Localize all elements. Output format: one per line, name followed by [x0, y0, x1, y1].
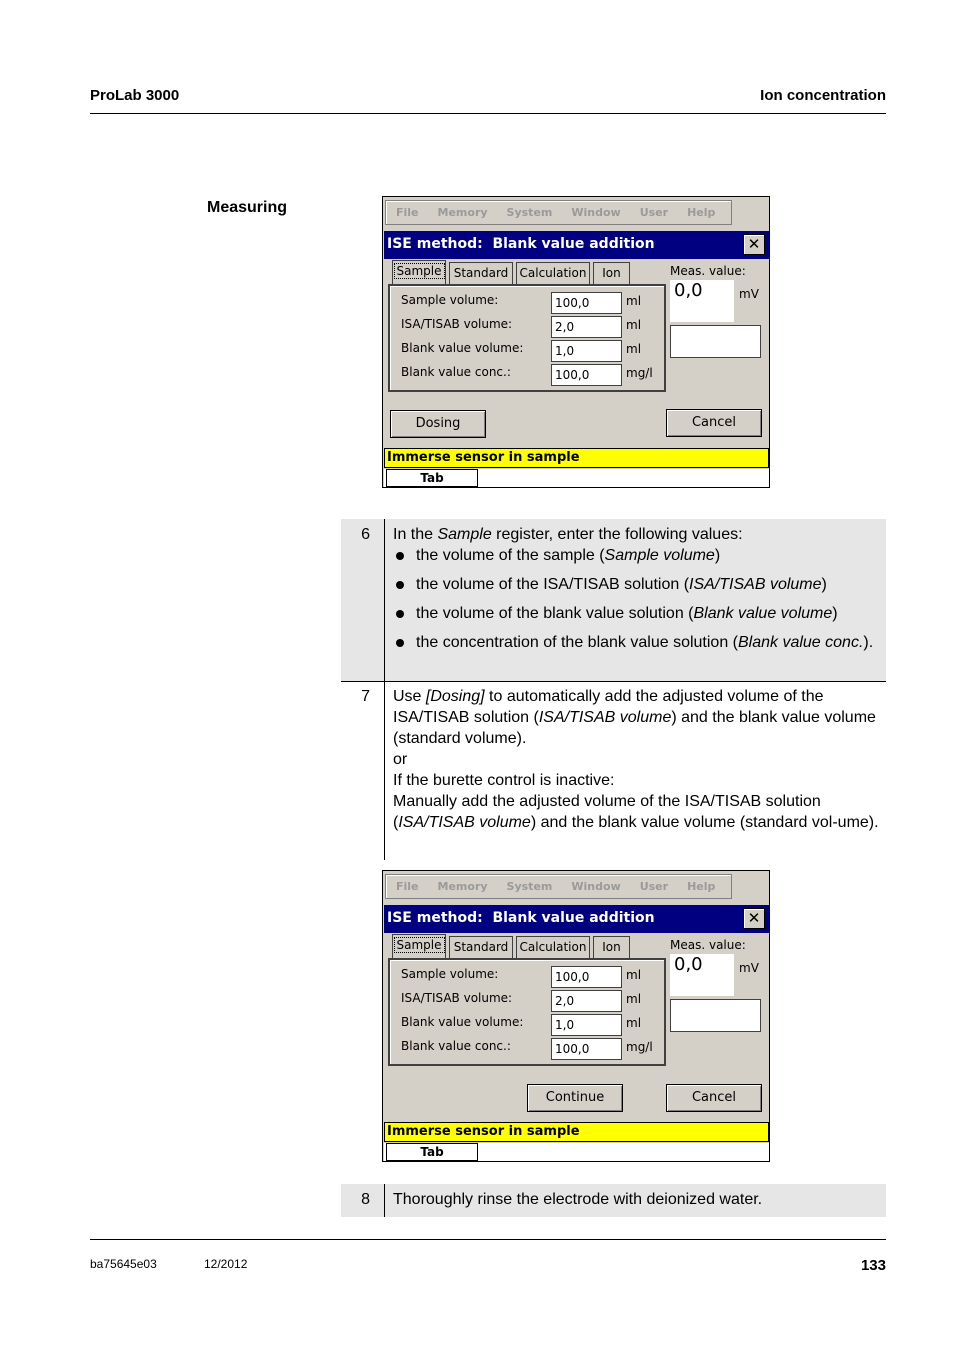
menu-memory[interactable]: Memory — [437, 880, 488, 893]
field-label-blank-conc: Blank value conc.: — [401, 1039, 511, 1053]
footer-doc-number: ba75645e03 — [90, 1257, 157, 1271]
field-label-isa-volume: ISA/TISAB volume: — [401, 317, 513, 331]
footer-rule — [90, 1239, 886, 1240]
bullet-item: the concentration of the blank value solution (Blank value conc.). — [393, 632, 880, 653]
unit-label: ml — [626, 1016, 642, 1030]
meas-value-label: Meas. value: — [670, 938, 746, 952]
window-title: ISE method: Blank value addition — [387, 236, 655, 252]
meas-secondary-box — [670, 325, 761, 358]
dosing-button[interactable]: Dosing — [390, 410, 486, 438]
blank-conc-input[interactable]: 100,0 — [551, 364, 622, 386]
step-6 — [341, 519, 886, 681]
bullet-icon — [396, 639, 404, 647]
field-label-sample-volume: Sample volume: — [401, 967, 499, 981]
menu-user[interactable]: User — [639, 206, 669, 219]
meas-value: 0,0 — [674, 954, 703, 975]
step-7 — [341, 682, 886, 860]
softkey-bar — [384, 1143, 769, 1162]
field-label-blank-volume: Blank value volume: — [401, 1015, 524, 1029]
unit-label: mg/l — [626, 366, 653, 380]
blank-volume-input[interactable]: 1,0 — [551, 1014, 622, 1036]
device-screenshot-continue — [382, 870, 770, 1162]
menu-help[interactable]: Help — [687, 206, 716, 219]
cancel-button[interactable]: Cancel — [666, 409, 762, 437]
field-label-blank-volume: Blank value volume: — [401, 341, 524, 355]
window-title: ISE method: Blank value addition — [387, 910, 655, 926]
tab-standard[interactable]: Standard — [449, 262, 513, 284]
step-number: 7 — [361, 688, 370, 705]
sample-panel — [388, 958, 666, 1066]
blank-conc-input[interactable]: 100,0 — [551, 1038, 622, 1060]
menu-memory[interactable]: Memory — [437, 206, 488, 219]
step-7-or: or — [393, 751, 408, 768]
tab-standard[interactable]: Standard — [449, 936, 513, 958]
meas-secondary-box — [670, 999, 761, 1032]
blank-volume-input[interactable]: 1,0 — [551, 340, 622, 362]
menu-bar — [385, 874, 732, 899]
softkey-bar — [384, 469, 769, 488]
menu-window[interactable]: Window — [571, 880, 621, 893]
step-7-para-1: Use [Dosing] to automatically add the adjusted volume of the ISA/TISAB solution (ISA/TISAB volume) and the blank value volume (standard volume). — [393, 688, 876, 747]
page-number: 133 — [860, 1257, 886, 1274]
tab-calculation[interactable]: Calculation — [516, 936, 590, 958]
step-7-para-3: Manually add the adjusted volume of the ISA/TISAB solution (ISA/TISAB volume) and the blank value volume (standard vol-ume). — [393, 793, 879, 831]
close-icon[interactable]: ✕ — [743, 234, 765, 255]
menu-window[interactable]: Window — [571, 206, 621, 219]
device-screenshot-dosing — [382, 196, 770, 488]
status-bar: Immerse sensor in sample — [384, 1122, 769, 1142]
status-bar: Immerse sensor in sample — [384, 448, 769, 468]
meas-unit: mV — [739, 287, 759, 301]
meas-unit: mV — [739, 961, 759, 975]
footer-date: 12/2012 — [204, 1257, 248, 1271]
sample-volume-input[interactable]: 100,0 — [551, 292, 622, 314]
step-separator — [384, 1184, 385, 1217]
isa-volume-input[interactable]: 2,0 — [551, 316, 622, 338]
unit-label: ml — [626, 294, 642, 308]
step-text — [393, 682, 886, 833]
step-text: Thoroughly rinse the electrode with deionized water. — [393, 1191, 763, 1208]
cancel-button[interactable]: Cancel — [666, 1084, 762, 1112]
header-rule — [90, 113, 886, 114]
step-6-intro: In the Sample register, enter the following values: — [393, 526, 743, 543]
meas-value-label: Meas. value: — [670, 264, 746, 278]
unit-label: ml — [626, 968, 642, 982]
header-product: ProLab 3000 — [90, 87, 180, 104]
step-separator — [384, 519, 385, 681]
unit-label: mg/l — [626, 1040, 653, 1054]
tab-softkey[interactable]: Tab — [386, 1143, 478, 1161]
step-number: 8 — [361, 1191, 370, 1208]
step-8 — [341, 1184, 886, 1217]
window-titlebar — [384, 231, 769, 259]
close-icon[interactable]: ✕ — [743, 908, 765, 929]
tab-sample[interactable]: Sample — [392, 934, 446, 959]
unit-label: ml — [626, 342, 642, 356]
step-7-para-2: If the burette control is inactive: — [393, 772, 615, 789]
bullet-icon — [396, 552, 404, 560]
tab-calculation[interactable]: Calculation — [516, 262, 590, 284]
menu-bar — [385, 200, 732, 225]
continue-button[interactable]: Continue — [527, 1084, 623, 1112]
tab-ion[interactable]: Ion — [593, 936, 630, 958]
unit-label: ml — [626, 992, 642, 1006]
bullet-item: the volume of the blank value solution (Blank value volume) — [393, 603, 880, 624]
field-label-sample-volume: Sample volume: — [401, 293, 499, 307]
step-text — [393, 519, 886, 653]
sample-panel — [388, 284, 666, 392]
field-label-blank-conc: Blank value conc.: — [401, 365, 511, 379]
bullet-icon — [396, 610, 404, 618]
isa-volume-input[interactable]: 2,0 — [551, 990, 622, 1012]
bullet-item: the volume of the sample (Sample volume) — [393, 545, 880, 566]
header-chapter: Ion concentration — [760, 87, 886, 104]
sample-volume-input[interactable]: 100,0 — [551, 966, 622, 988]
bullet-item: the volume of the ISA/TISAB solution (ISA/TISAB volume) — [393, 574, 880, 595]
menu-system[interactable]: System — [506, 880, 553, 893]
step-number: 6 — [361, 526, 370, 543]
bullet-icon — [396, 581, 404, 589]
menu-file[interactable]: File — [396, 206, 419, 219]
tab-sample[interactable]: Sample — [392, 260, 446, 285]
menu-user[interactable]: User — [639, 880, 669, 893]
section-label: Measuring — [207, 199, 288, 216]
menu-system[interactable]: System — [506, 206, 553, 219]
tab-softkey[interactable]: Tab — [386, 469, 478, 487]
step-separator — [384, 682, 385, 860]
field-label-isa-volume: ISA/TISAB volume: — [401, 991, 513, 1005]
unit-label: ml — [626, 318, 642, 332]
menu-help[interactable]: Help — [687, 880, 716, 893]
tab-ion[interactable]: Ion — [593, 262, 630, 284]
window-titlebar — [384, 905, 769, 933]
menu-file[interactable]: File — [396, 880, 419, 893]
meas-value: 0,0 — [674, 280, 703, 301]
